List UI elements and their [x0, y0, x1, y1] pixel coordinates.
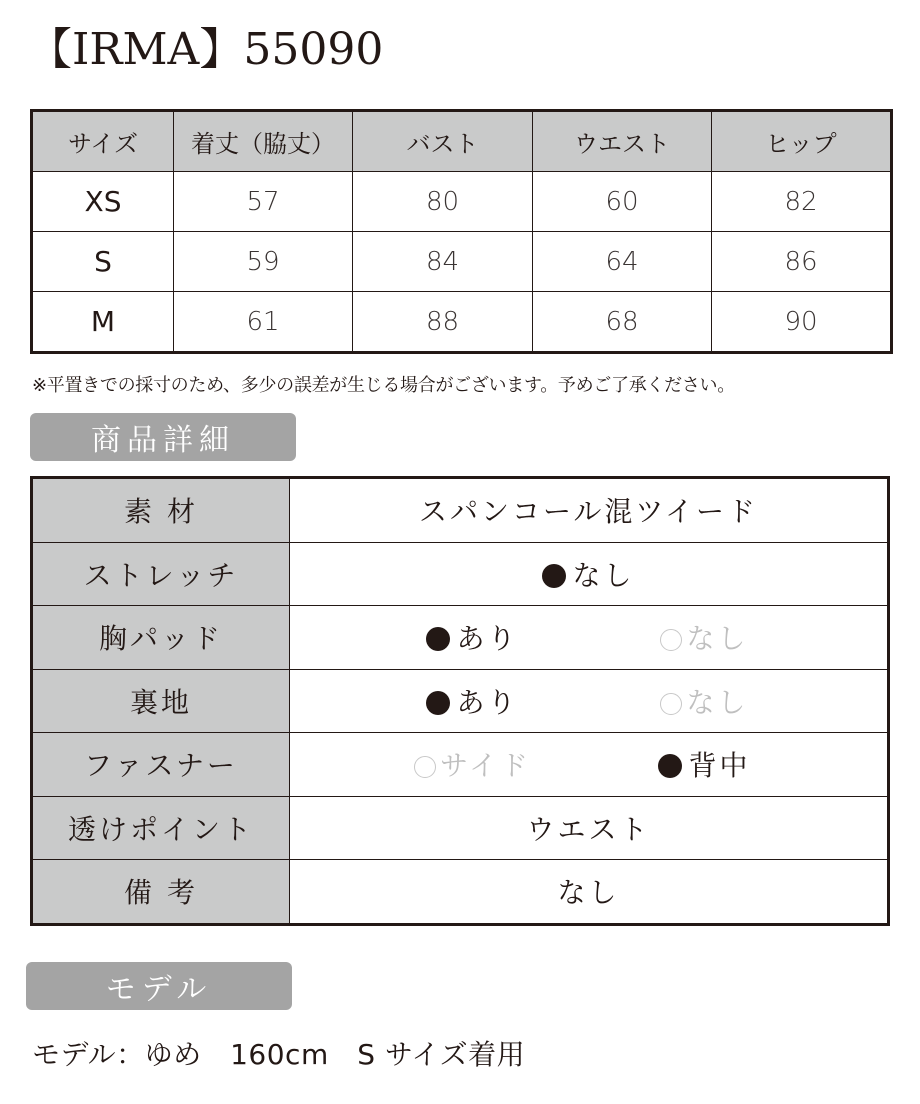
- size-label: XS: [32, 172, 174, 232]
- padding-option-selected: [383, 617, 563, 657]
- detail-section-label: 商品詳細: [30, 413, 296, 461]
- detail-table: [30, 476, 890, 926]
- bust-value: 88: [353, 292, 533, 353]
- fastener-label: ファスナー: [32, 733, 290, 797]
- size-table: [30, 109, 893, 354]
- padding-unselected-text: なし: [686, 622, 749, 656]
- hip-value: 86: [712, 232, 892, 292]
- size-label: M: [32, 292, 174, 353]
- table-row: [32, 172, 892, 232]
- filled-circle-icon: [426, 691, 450, 715]
- remarks-label: 備 考: [32, 860, 290, 925]
- filled-circle-icon: [542, 564, 566, 588]
- table-row: [32, 292, 892, 353]
- measurement-note: ※平置きでの採寸のため、多少の誤差が生じる場合がございます。予めご了承ください。: [32, 375, 735, 396]
- lining-option-selected: [383, 681, 563, 721]
- header-waist: ウエスト: [533, 111, 712, 172]
- remarks-value: なし: [290, 860, 889, 925]
- length-value: 61: [174, 292, 353, 353]
- lining-unselected-text: なし: [686, 685, 749, 719]
- hollow-circle-icon: [660, 629, 682, 651]
- filled-circle-icon: [658, 754, 682, 778]
- material-value: スパンコール混ツイード: [290, 478, 889, 543]
- lining-selected-text: あり: [456, 685, 519, 719]
- material-label: 素 材: [32, 478, 290, 543]
- hip-value: 82: [712, 172, 892, 232]
- size-label: S: [32, 232, 174, 292]
- detail-row-fastener: [32, 733, 889, 797]
- sheer-value: ウエスト: [290, 796, 889, 860]
- waist-value: 64: [533, 232, 712, 292]
- table-row: [32, 232, 892, 292]
- header-bust: バスト: [353, 111, 533, 172]
- hollow-circle-icon: [414, 756, 436, 778]
- lining-option-unselected: [615, 681, 795, 721]
- length-value: 59: [174, 232, 353, 292]
- stretch-label: ストレッチ: [32, 542, 290, 606]
- fastener-option-unselected: [383, 744, 563, 784]
- hip-value: 90: [712, 292, 892, 353]
- bust-value: 84: [353, 232, 533, 292]
- model-info: モデル：ゆめ 160cm S サイズ着用: [32, 1038, 526, 1071]
- length-value: 57: [174, 172, 353, 232]
- stretch-value: なし: [572, 558, 635, 592]
- hollow-circle-icon: [660, 693, 682, 715]
- padding-label: 胸パッド: [32, 606, 290, 670]
- fastener-unselected-text: サイド: [439, 749, 532, 783]
- sheer-label: 透けポイント: [32, 796, 290, 860]
- padding-option-unselected: [615, 617, 795, 657]
- detail-row-remarks: [32, 860, 889, 925]
- page-title: 【IRMA】55090: [28, 24, 384, 75]
- detail-row-stretch: [32, 542, 889, 606]
- header-length: 着丈（脇丈）: [174, 111, 353, 172]
- bust-value: 80: [353, 172, 533, 232]
- fastener-selected-text: 背中: [688, 749, 751, 783]
- waist-value: 68: [533, 292, 712, 353]
- lining-label: 裏地: [32, 669, 290, 733]
- detail-row-lining: [32, 669, 889, 733]
- model-section-label: モデル: [26, 962, 292, 1010]
- header-size: サイズ: [32, 111, 174, 172]
- padding-selected-text: あり: [456, 622, 519, 656]
- detail-row-sheer: [32, 796, 889, 860]
- fastener-option-selected: [615, 744, 795, 784]
- header-hip: ヒップ: [712, 111, 892, 172]
- waist-value: 60: [533, 172, 712, 232]
- detail-row-padding: [32, 606, 889, 670]
- size-table-header-row: [32, 111, 892, 172]
- filled-circle-icon: [426, 627, 450, 651]
- detail-row-material: [32, 478, 889, 543]
